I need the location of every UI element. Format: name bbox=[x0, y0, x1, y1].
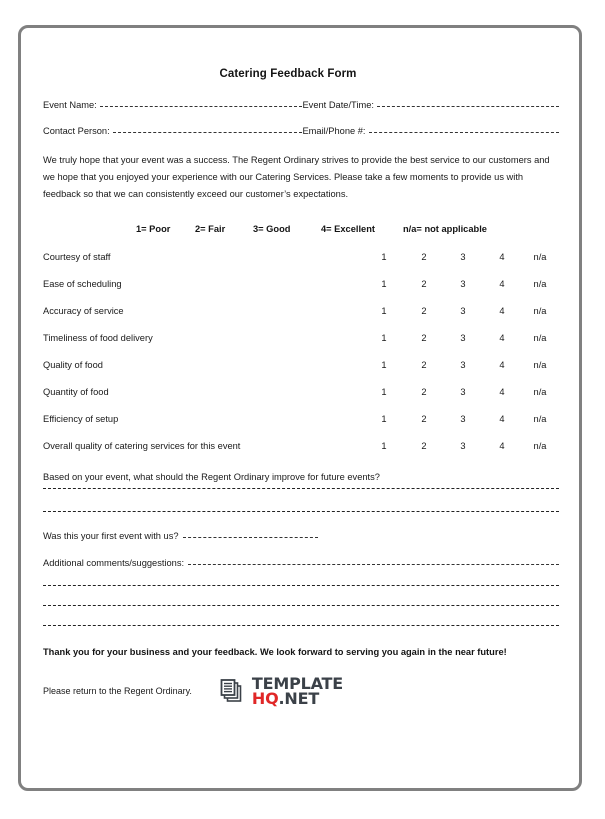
documents-icon bbox=[220, 677, 248, 705]
page-title: Catering Feedback Form bbox=[219, 68, 357, 80]
event-datetime-field[interactable] bbox=[302, 100, 559, 110]
rating-item-label: Quantity of food bbox=[43, 386, 109, 397]
rating-item-label: Courtesy of staff bbox=[43, 251, 111, 262]
logo-text-template: TEMPLATE bbox=[251, 673, 343, 693]
rating-option-na[interactable]: n/a bbox=[533, 251, 547, 262]
rating-option-4[interactable]: 4 bbox=[499, 386, 505, 397]
legend-item-excellent: 4= Excellent bbox=[321, 223, 376, 234]
improve-question-block bbox=[43, 472, 559, 512]
rating-option-3[interactable]: 3 bbox=[460, 413, 466, 424]
legend-item-good: 3= Good bbox=[253, 223, 291, 234]
legend-item-poor: 1= Poor bbox=[136, 223, 171, 234]
rating-option-1[interactable]: 1 bbox=[381, 386, 387, 397]
email-phone-input-rule[interactable] bbox=[369, 132, 559, 133]
field-row bbox=[43, 100, 559, 110]
logo-text-hqnet bbox=[251, 689, 343, 709]
rating-item-label: Accuracy of service bbox=[43, 305, 124, 316]
rating-option-na[interactable]: n/a bbox=[533, 332, 547, 343]
improve-question-text: Based on your event, what should the Regent Ordinary improve for future events? bbox=[43, 471, 380, 482]
rating-option-3[interactable]: 3 bbox=[460, 278, 466, 289]
logo-wordmark bbox=[251, 673, 343, 709]
rating-item-label: Overall quality of catering services for this event bbox=[43, 440, 241, 451]
rating-option-3[interactable]: 3 bbox=[460, 359, 466, 370]
table-row bbox=[43, 355, 559, 382]
table-row bbox=[43, 247, 559, 274]
logo-text-hq: HQ bbox=[251, 689, 279, 709]
improve-answer-line-2[interactable] bbox=[43, 511, 559, 512]
table-row bbox=[43, 301, 559, 328]
contact-person-field[interactable] bbox=[43, 126, 302, 136]
closing-thank-you-text: Thank you for your business and your feedback. We look forward to serving you again in the near future! bbox=[43, 646, 507, 657]
rating-option-2[interactable]: 2 bbox=[421, 332, 427, 343]
templatehq-logo bbox=[220, 673, 343, 709]
rating-option-na[interactable]: n/a bbox=[533, 440, 547, 451]
legend-item-notapplicable: n/a= not applicable bbox=[403, 223, 487, 234]
return-instruction-text: Please return to the Regent Ordinary. bbox=[43, 686, 192, 697]
header-fields-section bbox=[43, 100, 559, 136]
logo-text-net: .NET bbox=[278, 689, 320, 709]
rating-option-na[interactable]: n/a bbox=[533, 278, 547, 289]
rating-option-1[interactable]: 1 bbox=[381, 359, 387, 370]
comments-answer-line-2[interactable] bbox=[43, 605, 559, 606]
rating-option-1[interactable]: 1 bbox=[381, 440, 387, 451]
rating-item-label: Quality of food bbox=[43, 359, 103, 370]
legend-item-fair: 2= Fair bbox=[195, 223, 226, 234]
contact-person-label: Contact Person: bbox=[43, 126, 110, 136]
rating-option-2[interactable]: 2 bbox=[421, 251, 427, 262]
additional-comments-rule[interactable] bbox=[188, 564, 559, 565]
table-row bbox=[43, 328, 559, 355]
comments-answer-line-1[interactable] bbox=[43, 585, 559, 586]
rating-item-label: Ease of scheduling bbox=[43, 278, 122, 289]
field-row bbox=[43, 126, 559, 136]
rating-option-4[interactable]: 4 bbox=[499, 440, 505, 451]
event-name-input-rule[interactable] bbox=[100, 106, 303, 107]
rating-option-3[interactable]: 3 bbox=[460, 386, 466, 397]
first-event-question-block[interactable] bbox=[43, 531, 559, 541]
rating-option-2[interactable]: 2 bbox=[421, 413, 427, 424]
page-content bbox=[43, 46, 559, 776]
footer-row bbox=[43, 673, 559, 709]
rating-scale-legend bbox=[43, 224, 559, 239]
rating-option-na[interactable]: n/a bbox=[533, 386, 547, 397]
comments-answer-line-3[interactable] bbox=[43, 625, 559, 626]
rating-option-4[interactable]: 4 bbox=[499, 305, 505, 316]
rating-option-2[interactable]: 2 bbox=[421, 386, 427, 397]
rating-option-na[interactable]: n/a bbox=[533, 413, 547, 424]
first-event-answer-rule[interactable] bbox=[183, 537, 318, 538]
rating-option-1[interactable]: 1 bbox=[381, 413, 387, 424]
rating-option-4[interactable]: 4 bbox=[499, 332, 505, 343]
table-row bbox=[43, 409, 559, 436]
rating-option-1[interactable]: 1 bbox=[381, 278, 387, 289]
rating-option-4[interactable]: 4 bbox=[499, 413, 505, 424]
rating-option-1[interactable]: 1 bbox=[381, 251, 387, 262]
rating-option-1[interactable]: 1 bbox=[381, 332, 387, 343]
rating-table bbox=[43, 247, 559, 463]
event-datetime-input-rule[interactable] bbox=[377, 106, 559, 107]
rating-option-2[interactable]: 2 bbox=[421, 359, 427, 370]
additional-comments-block[interactable] bbox=[43, 558, 559, 568]
rating-option-3[interactable]: 3 bbox=[460, 305, 466, 316]
rating-option-4[interactable]: 4 bbox=[499, 278, 505, 289]
rating-option-2[interactable]: 2 bbox=[421, 440, 427, 451]
rating-item-label: Efficiency of setup bbox=[43, 413, 119, 424]
rating-option-2[interactable]: 2 bbox=[421, 305, 427, 316]
rating-option-2[interactable]: 2 bbox=[421, 278, 427, 289]
rating-item-label: Timeliness of food delivery bbox=[43, 332, 153, 343]
email-phone-label: Email/Phone #: bbox=[302, 126, 366, 136]
rating-option-na[interactable]: n/a bbox=[533, 359, 547, 370]
rating-option-4[interactable]: 4 bbox=[499, 359, 505, 370]
rating-option-4[interactable]: 4 bbox=[499, 251, 505, 262]
document-page bbox=[18, 25, 582, 791]
table-row bbox=[43, 382, 559, 409]
rating-option-1[interactable]: 1 bbox=[381, 305, 387, 316]
rating-option-3[interactable]: 3 bbox=[460, 251, 466, 262]
table-row bbox=[43, 436, 559, 463]
table-row bbox=[43, 274, 559, 301]
contact-person-input-rule[interactable] bbox=[113, 132, 303, 133]
rating-option-na[interactable]: n/a bbox=[533, 305, 547, 316]
event-name-field[interactable] bbox=[43, 100, 302, 110]
event-name-label: Event Name: bbox=[43, 100, 97, 110]
rating-option-3[interactable]: 3 bbox=[460, 440, 466, 451]
first-event-question-text: Was this your first event with us? bbox=[43, 530, 179, 541]
improve-answer-line-1[interactable] bbox=[43, 488, 559, 489]
rating-option-3[interactable]: 3 bbox=[460, 332, 466, 343]
event-datetime-label: Event Date/Time: bbox=[302, 100, 374, 110]
additional-comments-label: Additional comments/suggestions: bbox=[43, 557, 185, 568]
intro-paragraph: We truly hope that your event was a success. The Regent Ordinary strives to provide the best service to our customers and we hope that you enjoyed your experience with our Catering Services. Please take a few moments to provide us with feedback so that we can consistently exceed our customer’s expectations. bbox=[43, 155, 550, 200]
email-phone-field[interactable] bbox=[302, 126, 559, 136]
